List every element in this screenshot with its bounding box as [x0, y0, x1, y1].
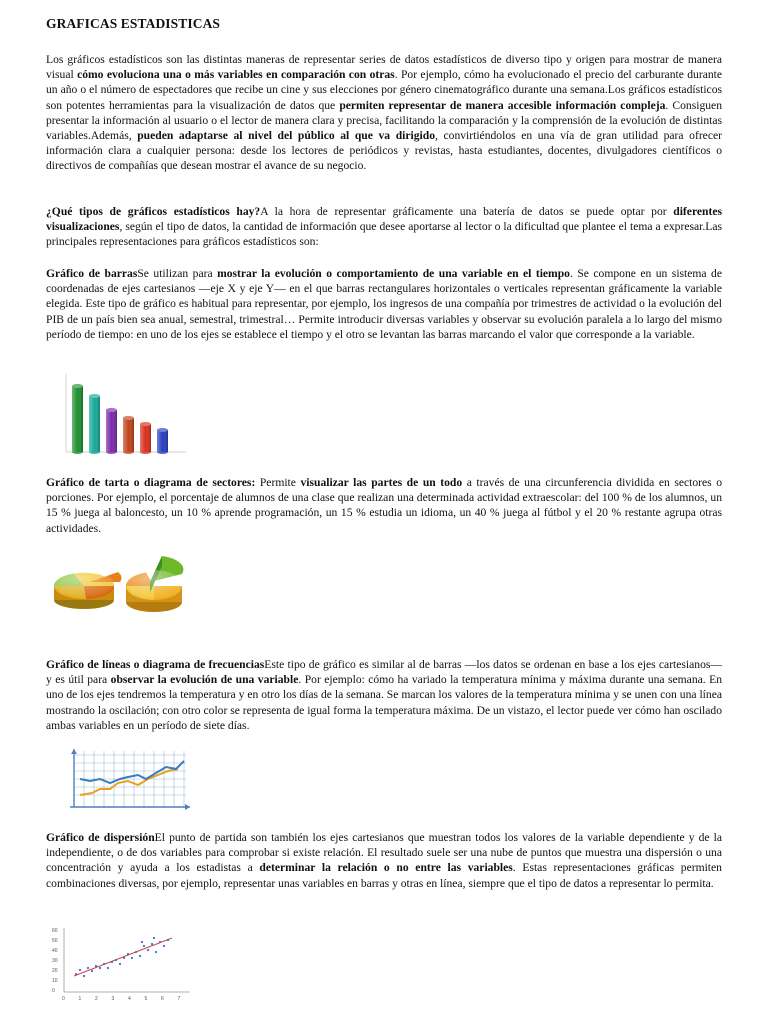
scatter-x-tick: 4: [128, 996, 131, 1002]
line-chart-illustration: [66, 745, 192, 813]
pie-left: [54, 571, 121, 609]
bar-3: [106, 408, 117, 454]
scatter-point: [83, 975, 85, 977]
scatter-point: [135, 951, 137, 953]
scatter-point: [155, 951, 157, 953]
scatter-y-tick: 20: [52, 968, 58, 974]
scatter-point: [163, 945, 165, 947]
bar-6: [157, 428, 168, 454]
bar-5: [140, 422, 151, 454]
intro-paragraph: Los gráficos estadísticos son las distintas maneras de representar series de datos estadísticos de diverso tipo y origen para mostrar de manera visual cómo evoluciona una o más variables en comparación con otras. Por ejemplo, cómo ha evolucionado el precio del carburante durante un año o el número de espectadores que recibe un cine y sus elecciones por género cinematográfico durante una semana.Los gráficos estadísticos son potentes herramientas para la visualización de datos que permiten representar de manera accesible información compleja. Consiguen presentar la información al usuario o el lector de manera clara y precisa, facilitando la comparación y la comprensión de la evolución de distintas variables.Además, pueden adaptarse al nivel del público al que va dirigido, convirtiéndolos en una vía de gran utilidad para ofrecer información clara a cualquier persona: desde los lectores de periódicos y revistas, hasta estudiantes, docentes, divulgadores científicos o directivos de compañías que desean mostrar el avance de su negocio.: [46, 53, 722, 173]
question-paragraph: ¿Qué tipos de gráficos estadísticos hay?A la hora de representar gráficamente una batería de datos se puede optar por diferentes visualizaciones, según el tipo de datos, la cantidad de información que desee aportarse al lector o la dificultad que plantee el tema a expresar.Las principales representaciones para gráficos estadísticos son:: [46, 205, 722, 249]
scatter-x-tick: 3: [111, 996, 115, 1002]
scatter-point: [141, 941, 143, 943]
scatter-point: [79, 969, 81, 971]
scatter-point: [143, 945, 145, 947]
scatter-point: [75, 973, 77, 975]
bar-chart-illustration: [60, 372, 190, 458]
scatter-point: [95, 965, 97, 967]
scatter-point: [159, 941, 161, 943]
scatter-point: [99, 967, 101, 969]
scatter-y-tick: 60: [52, 928, 58, 934]
scatter-chart-illustration: [46, 924, 194, 1002]
scatter-point: [153, 937, 155, 939]
scatter-point: [115, 959, 117, 961]
scatter-point: [111, 961, 113, 963]
scatter-point: [103, 963, 105, 965]
bar-2: [89, 394, 100, 454]
scatter-x-tick: 0: [62, 996, 65, 1002]
scatter-point: [119, 963, 121, 965]
scatter-point: [147, 949, 149, 951]
bar-chart-paragraph: Gráfico de barrasSe utilizan para mostrar la evolución o comportamiento de una variable en el tiempo. Se compone en un sistema de coordenadas de ejes cartesianos —eje X y eje Y— en el que barras rectangulares horizontales o verticales representan gráficamente la variable elegida. Este tipo de gráfico es habitual para representar, por ejemplo, los ingresos de una compañía por trimestres de actividad o la evolución del PIB de un país bien sea anual, semestral, trimestral… Permite introducir diversas variables y observar su evolución paralela a lo largo del mismo período de tiempo: en uno de los ejes se establece el tiempo y el otro se levantan las barras marcando el valor que corresponde a la variable.: [46, 267, 722, 341]
scatter-point: [123, 957, 125, 959]
scatter-point: [151, 943, 153, 945]
scatter-point: [167, 939, 169, 941]
scatter-y-tick: 0: [52, 988, 55, 994]
scatter-x-tick: 6: [161, 996, 164, 1002]
scatter-chart-paragraph: Gráfico de dispersiónEl punto de partida son también los ejes cartesianos que muestran todos los valores de la variable dependiente y de la independiente, o de dos variables para comprobar si existe relación. El resultado suele ser una nube de puntos que muestra una dispersión o una concentración y ayuda a los estadistas a determinar la relación o no entre las variables. Estas representaciones gráficas permiten combinaciones diversas, por ejemplo, representar unas variables en barras y otras en línea, siempre que el tipo de datos a representar lo permita.: [46, 831, 723, 890]
line-chart-paragraph: Gráfico de líneas o diagrama de frecuenciasEste tipo de gráfico es similar al de barras —los datos se ordenan en base a los ejes cartesianos— y es útil para observar la evolución de una variable. Por ejemplo: cómo ha variado la temperatura mínima y máxima durante una semana. En uno de los ejes tendremos la temperatura y en otro los días de la semana. Se marcan los valores de la temperatura mínima y se unen con una línea mostrando la oscilación; con otro color se representa de igual forma la temperatura máxima. De un vistazo, el lector puede ver cómo han oscilado ambas variables en un período de siete días.: [46, 658, 723, 732]
scatter-point: [139, 955, 141, 957]
scatter-y-tick: 30: [52, 958, 58, 964]
bar-1: [72, 384, 83, 454]
pie-chart-paragraph: Gráfico de tarta o diagrama de sectores: Permite visualizar las partes de un todo a través de una circunferencia dividida en sectores o porciones. Por ejemplo, el porcentaje de alumnos de una clase que realizan una determinada actividad extraescolar: del 100 % de los alumnos, un 15 % juega al baloncesto, un 10 % aprende programación, un 15 % estudia un idioma, un 40 % juega al fútbol y el 20 % restante agrupa otras actividades.: [46, 476, 723, 535]
scatter-point: [107, 967, 109, 969]
scatter-point: [87, 967, 89, 969]
scatter-y-tick: 40: [52, 948, 58, 954]
scatter-x-tick: 5: [144, 996, 148, 1002]
pie-chart-illustration: [46, 552, 196, 624]
scatter-x-tick: 2: [95, 996, 98, 1002]
bar-4: [123, 416, 134, 454]
pie-right: [126, 556, 183, 612]
scatter-point: [131, 957, 133, 959]
scatter-x-tick: 1: [78, 996, 82, 1002]
scatter-x-tick: 7: [177, 996, 181, 1002]
scatter-y-tick: 50: [52, 938, 58, 944]
scatter-point: [127, 953, 129, 955]
scatter-y-tick: 10: [52, 978, 58, 984]
scatter-point: [91, 970, 93, 972]
page-title: GRAFICAS ESTADISTICAS: [46, 16, 221, 31]
